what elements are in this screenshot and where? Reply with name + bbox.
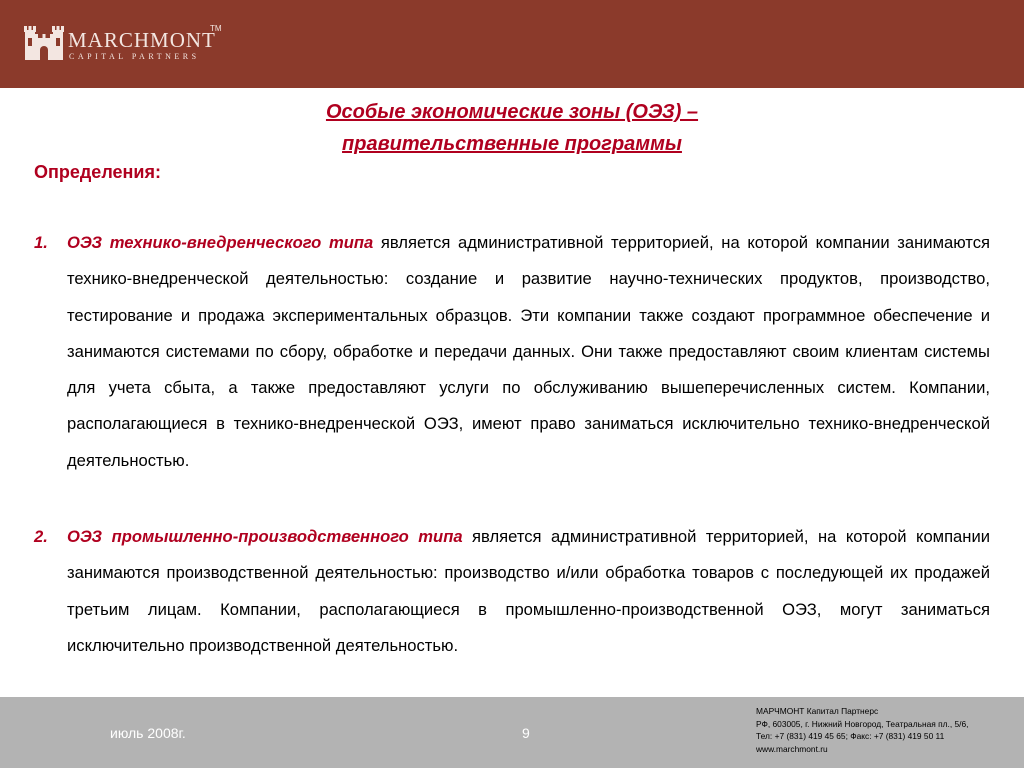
brand-subtitle: CAPITAL PARTNERS [69, 52, 200, 61]
contact-phone: Тел: +7 (831) 419 45 65; Факс: +7 (831) 419 50 11 [756, 731, 945, 741]
company-logo [24, 24, 244, 64]
definition-item-2 [34, 519, 990, 664]
footer-date: июль 2008г. [110, 725, 186, 741]
item-number: 1. [34, 233, 48, 252]
definition-item-1 [34, 225, 990, 479]
item-number: 2. [34, 527, 48, 546]
slide-title-line-1: Особые экономические зоны (ОЭЗ) – [325, 101, 699, 123]
contact-company: МАРЧМОНТ Капитал Партнерс [756, 706, 879, 716]
header-bar [0, 0, 1024, 88]
contact-address: РФ, 603005, г. Нижний Новгород, Театральная пл., 5/6, [756, 718, 969, 729]
contact-website: www.marchmont.ru [756, 743, 828, 754]
item-term: ОЭЗ промышленно-производственного типа [67, 527, 463, 546]
trademark-mark: TM [210, 24, 222, 33]
contact-info [756, 705, 968, 755]
slide-title [0, 96, 1024, 160]
brand-name: MARCHMONT [68, 28, 216, 52]
castle-icon [24, 24, 64, 62]
page-number: 9 [522, 725, 530, 741]
item-text: является административной территорией, на которой компании занимаются производственной деятельностью: производство и/или обработка товаров с последующей их продажей третьим лицам. Компании, располагающиеся в промышленно-производственной ОЭЗ, могут заниматься исключительно производственной деятельностью. [67, 527, 990, 655]
footer-bar [0, 697, 1024, 768]
item-text: является административной территорией, на которой компании занимаются технико-внедренческой деятельностью: создание и развитие научно-технических продуктов, производство, тестирование и продажа экспериментальных образцов. Эти компании также создают программное обеспечение и занимаются системами по сбору, обработке и передачи данных. Они также предоставляют своим клиентам системы для учета сбыта, а также предоставляют услуги по обслуживанию вышеперечисленных систем. Компании, располагающиеся в технико-внедренческой ОЭЗ, имеют право заниматься исключительно технико-внедренческой деятельностью. [67, 233, 990, 470]
item-body [67, 225, 990, 479]
item-body [67, 519, 990, 664]
definitions-heading: Определения: [34, 162, 161, 182]
item-term: ОЭЗ технико-внедренческого типа [67, 233, 374, 252]
slide-title-line-2: правительственные программы [342, 133, 682, 155]
